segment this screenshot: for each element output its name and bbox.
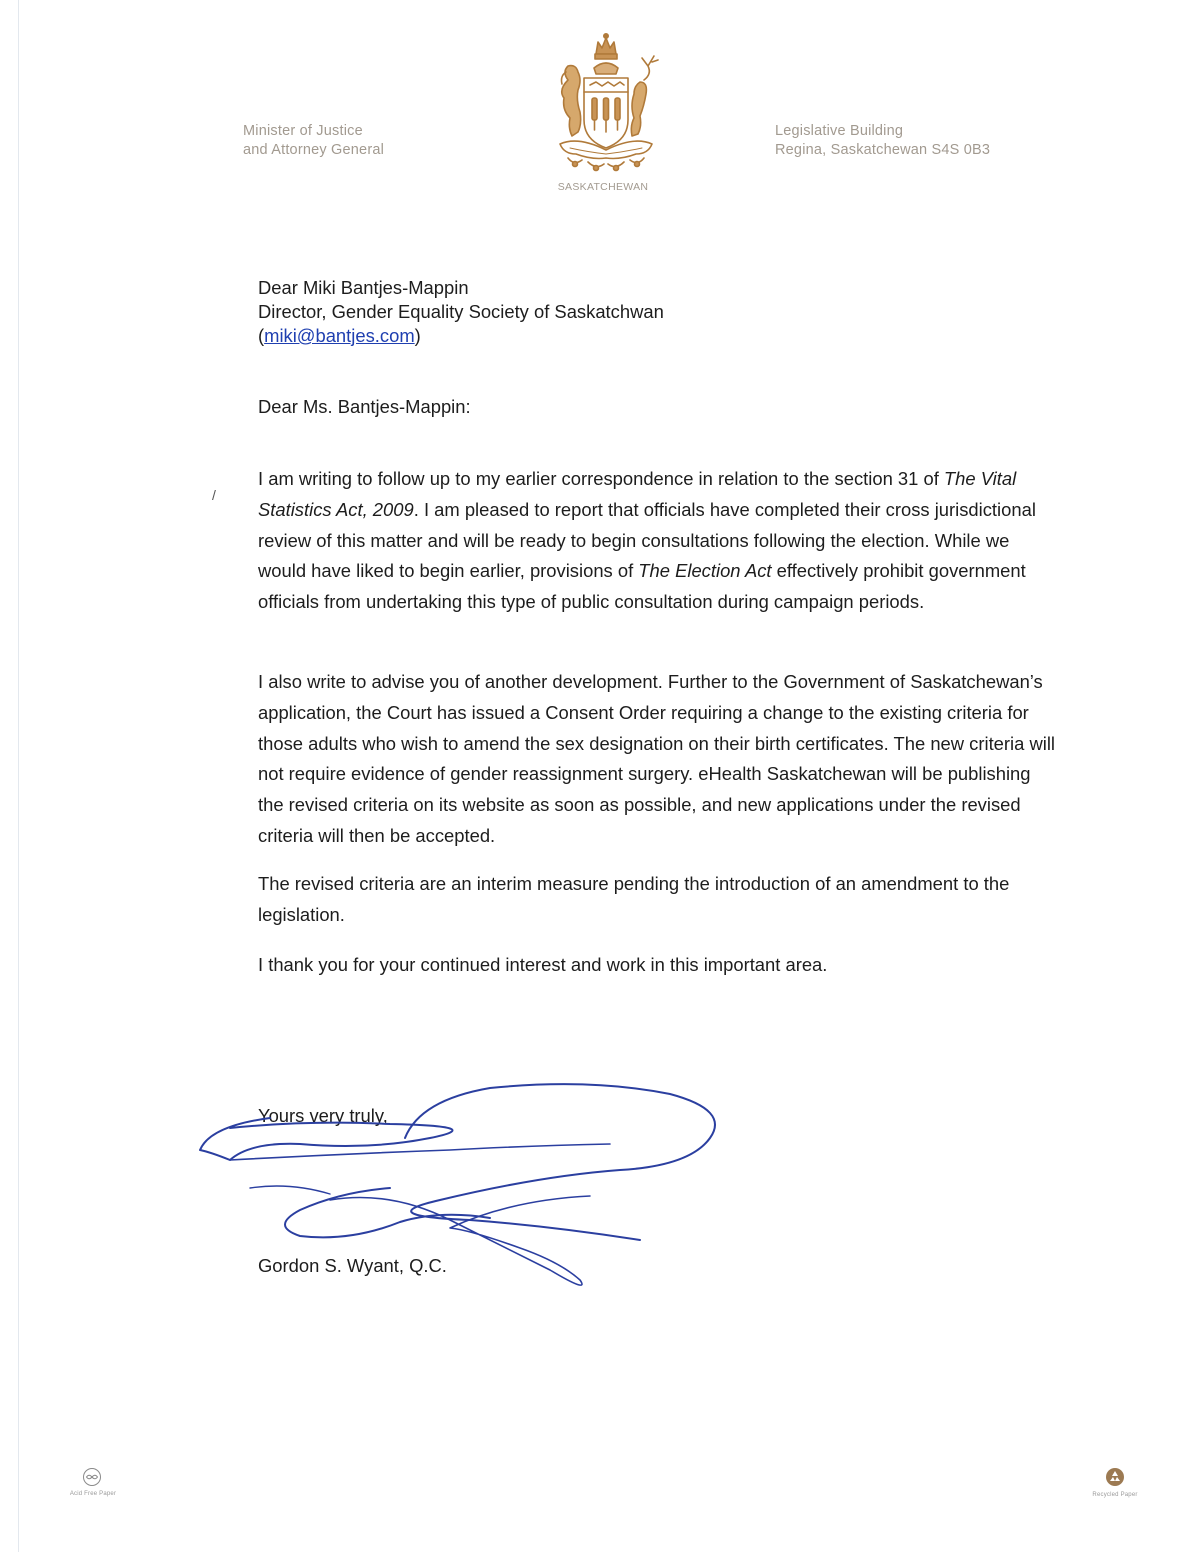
paragraph-1-text-a: I am writing to follow up to my earlier correspondence in relation to the section 31 of (258, 468, 944, 489)
salutation: Dear Ms. Bantjes-Mappin: (258, 396, 471, 417)
paragraph-3: The revised criteria are an interim measure pending the introduction of an amendment to the legislation. (258, 873, 1010, 925)
letterhead-ministry: Minister of Justice (243, 123, 363, 139)
crest-caption: SASKATCHEWAN (557, 181, 649, 193)
email-paren-open: ( (258, 325, 265, 346)
letterhead-right (775, 122, 990, 160)
paragraph-4: I thank you for your continued interest and work in this important area. (258, 954, 828, 975)
letterhead-address: Regina, Saskatchewan S4S 0B3 (775, 142, 991, 158)
paragraph-1-text-c: effectively prohibit government officials from undertaking this type of public consultation during campaign periods. (258, 560, 1026, 613)
recycled-paper-icon (1105, 1467, 1125, 1487)
letterhead-left (243, 122, 384, 160)
letterhead-ministry-line2: and Attorney General (243, 142, 385, 158)
scan-edge-line (18, 0, 19, 1552)
saskatchewan-crest-icon (548, 32, 664, 174)
acid-free-paper-label: Acid Free Paper (69, 1491, 117, 1497)
act-title-vital-statistics: The Vital Statistics Act, 2009 (258, 468, 1017, 520)
letterhead-building: Legislative Building (775, 123, 904, 139)
stray-pen-mark: / (212, 487, 216, 503)
act-title-election: The Election Act (638, 560, 772, 582)
signer-name: Gordon S. Wyant, Q.C. (258, 1255, 447, 1276)
recipient-email-line (258, 324, 664, 348)
paragraph-2: I also write to advise you of another development. Further to the Government of Saskatchewan’s application, the Court has issued a Consent Order requiring a change to the existing criteria for those adults who wish to amend the sex designation on their birth certificates. The new criteria will not require evidence of gender reassignment surgery. eHealth Saskatchewan will be publishing the revised criteria on its website as soon as possible, and new applications under the revised criteria will then be accepted. (258, 671, 1055, 846)
email-paren-close: ) (414, 325, 421, 346)
recycled-paper-label: Recycled Paper (1092, 1492, 1138, 1498)
paragraph-1 (258, 464, 1058, 618)
recipient-name: Dear Miki Bantjes-Mappin (258, 277, 469, 298)
recipient-block (258, 276, 664, 348)
recipient-title: Director, Gender Equality Society of Saskatchwan (258, 301, 664, 322)
acid-free-paper-icon (82, 1467, 102, 1487)
recipient-email-link[interactable]: miki@bantjes.com (264, 325, 415, 346)
closing: Yours very truly, (258, 1105, 388, 1126)
paragraph-1-text-b: . I am pleased to report that officials have completed their cross jurisdictional review of this matter and will be ready to begin consultations following the election. While we would have liked to begin earlier, provisions of (258, 498, 1036, 582)
